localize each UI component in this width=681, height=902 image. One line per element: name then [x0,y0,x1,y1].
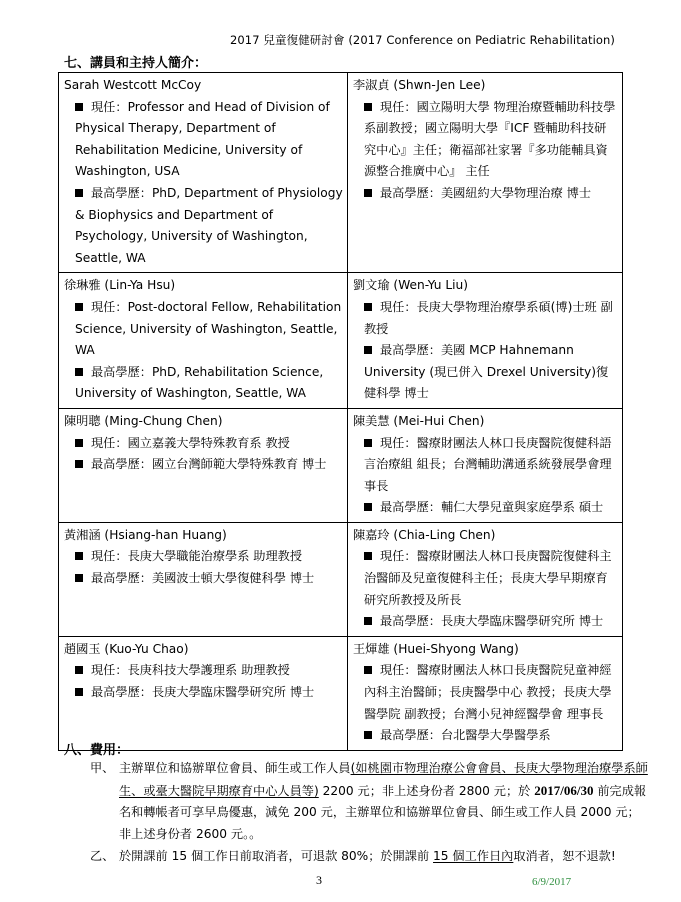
entry-text: 長庚大學臨床醫學研究所 博士 [440,614,604,629]
fee-a-deadline: 2017/06/30 [534,782,594,798]
bullet-icon [75,189,83,197]
entry-text: 國立陽明大學 物理治療暨輔助科技學系副教授；國立陽明大學『ICF 暨輔助科技研究中心』主任；衛福部社家署『多功能輔具資源整合推廣中心』 主任 [364,99,616,179]
fee-b-no-refund-window: 15 個工作日內 [433,849,514,863]
speaker-name: 徐琳雅 (Lin-Ya Hsu) [64,278,176,293]
entry-text: PhD, Rehabilitation Science, University of Washington, Seattle, WA [75,364,324,401]
section7-title: 七、講員和主持人簡介： [64,56,208,71]
entry-label: 最高學歷： [91,185,152,200]
entry-text: 醫療財團法人林口長庚醫院兒童神經內科主治醫師；長庚醫學中心 教授；長庚大學醫學院 副教授；台灣小兒神經醫學會 理事長 [364,663,612,721]
speaker-cell [59,522,348,636]
fee-a-member-text: 主辦單位和協辦單位會員、師生或工作人員 [119,761,351,775]
entry-text: Professor and Head of Division of Physical Therapy, Department of Rehabilitation Medicine, University of Washington, USA [75,99,330,179]
speaker-cell [348,636,623,750]
document-date: 6/9/2017 [532,876,572,888]
fee-a-label: 甲、 [90,761,115,775]
speaker-current-position [64,297,343,362]
entry-label: 最高學歷： [91,571,152,586]
fee-b-no-refund-text: 取消者，恕不退款! [513,849,616,863]
speaker-row [59,273,623,409]
entry-label: 最高學歷： [91,685,152,700]
fee-item-a [90,758,651,845]
bullet-icon [364,189,372,197]
section8-title: 八、費用： [64,743,130,758]
entry-text: 美國波士頓大學復健科學 博士 [151,571,315,586]
speaker-cell [348,522,623,636]
entry-label: 現任： [91,299,128,314]
entry-text: 長庚大學職能治療學系 助理教授 [127,549,303,564]
speaker-name: 李淑貞 (Shwn-Jen Lee) [353,78,486,92]
speaker-cell [59,408,348,522]
entry-text: 長庚大學物理治療學系碩(博)士班 副教授 [364,299,613,336]
document-header: 2017 兒童復健研討會 (2017 Conference on Pediatric Rehabilitation) [229,33,615,47]
bullet-icon [364,552,372,560]
bullet-icon [75,368,83,376]
speaker-cell [348,273,623,409]
bullet-icon [75,666,83,674]
speaker-highest-degree [64,682,343,704]
entry-text: 醫療財團法人林口長庚醫院復健科語言治療組 組長；台灣輔助溝通系統發展學會理事長 [364,435,612,493]
speaker-cell [348,73,623,273]
speaker-current-position [353,297,618,340]
speaker-name: 陳嘉玲 (Chia-Ling Chen) [353,527,496,542]
bullet-icon [364,617,372,625]
speaker-current-position [64,433,343,455]
entry-label: 最高學歷： [380,185,441,200]
speakers-table [58,72,623,751]
speaker-name: Sarah Westcott McCoy [64,78,202,92]
entry-text: 美國 MCP Hahnemann University (現已併入 Drexel University)復健科學 博士 [364,343,609,401]
speaker-row [59,522,623,636]
fee-b-label: 乙、 [90,849,115,863]
entry-text: 長庚科技大學護理系 助理教授 [127,663,290,678]
bullet-icon [75,574,83,582]
bullet-icon [364,103,372,111]
bullet-icon [75,688,83,696]
bullet-icon [364,346,372,354]
entry-label: 現任： [380,99,417,114]
entry-text: Post-doctoral Fellow, Rehabilitation Science, University of Washington, Seattle, WA [75,299,342,358]
entry-text: 長庚大學臨床醫學研究所 博士 [151,685,315,700]
speaker-current-position [64,97,343,183]
speaker-name: 王煇雄 (Huei-Shyong Wang) [353,641,519,656]
speaker-highest-degree [64,568,343,590]
bullet-icon [75,460,83,468]
page-number: 3 [316,873,322,887]
speaker-highest-degree [64,454,343,476]
fee-b-refund-text: 於開課前 15 個工作日前取消者，可退款 80%；於開課前 [119,849,434,863]
speaker-name: 趙國玉 (Kuo-Yu Chao) [64,641,189,656]
bullet-icon [364,666,372,674]
entry-label: 現任： [91,99,128,114]
speaker-row [59,73,623,273]
bullet-icon [75,103,83,111]
bullet-icon [364,303,372,311]
entry-text: 美國紐約大學物理治療 博士 [440,185,592,200]
fee-a-member-examples: (如桃園市物理治療公會會員、長庚大學物理治療學系師生、或臺大醫院早期療育中心人員等) [119,761,648,798]
fee-a-early-bird-text: 前完成報名和轉帳者可享早鳥優惠，減免 200 元，主辦單位和協辦單位會員、師生或工作人員 2000 元；非上述身份者 2600 元。。 [119,783,647,841]
speaker-highest-degree [353,340,618,405]
speaker-cell [59,273,348,409]
speaker-name: 劉文瑜 (Wen-Yu Liu) [353,278,468,293]
speaker-highest-degree [353,725,618,747]
entry-label: 最高學歷： [380,614,441,629]
speaker-name: 陳美慧 (Mei-Hui Chen) [353,413,485,428]
speaker-name: 黃湘涵 (Hsiang-han Huang) [64,527,227,542]
speaker-current-position [353,97,618,183]
entry-text: 國立嘉義大學特殊教育系 教授 [127,435,290,450]
speaker-highest-degree [353,611,618,633]
entry-label: 現任： [380,299,417,314]
speaker-cell [59,636,348,750]
speaker-highest-degree [353,183,618,205]
fee-a-price-text: 2200 元；非上述身份者 2800 元；於 [318,783,535,798]
speaker-cell [59,73,348,273]
entry-label: 現任： [91,549,128,564]
entry-label: 現任： [380,549,417,564]
speaker-highest-degree [353,497,618,519]
bullet-icon [364,503,372,511]
bullet-icon [364,439,372,447]
bullet-icon [75,303,83,311]
entry-label: 最高學歷： [380,728,441,743]
speaker-highest-degree [64,183,343,269]
speaker-highest-degree [64,362,343,405]
entry-label: 最高學歷： [380,500,441,515]
speaker-row [59,408,623,522]
entry-label: 現任： [380,663,417,678]
bullet-icon [364,731,372,739]
entry-text: PhD, Department of Physiology & Biophysics and Department of Psychology, University of Washington, Seattle, WA [75,185,343,265]
entry-label: 最高學歷： [91,364,152,379]
speaker-cell [348,408,623,522]
entry-text: 國立台灣師範大學特殊教育 博士 [151,457,327,472]
entry-label: 現任： [91,663,128,678]
speaker-current-position [353,660,618,725]
speaker-current-position [64,546,343,568]
entry-label: 最高學歷： [91,457,152,472]
fee-item-b [90,846,651,868]
speaker-current-position [353,546,618,611]
bullet-icon [75,439,83,447]
entry-text: 醫療財團法人林口長庚醫院復健科主治醫師及兒童復健科主任；長庚大學早期療育研究所教授及所長 [364,549,612,607]
entry-text: 輔仁大學兒童與家庭學系 碩士 [440,500,604,515]
entry-label: 最高學歷： [380,343,441,358]
entry-text: 台北醫學大學醫學系 [440,728,551,743]
entry-label: 現任： [91,435,128,450]
entry-label: 現任： [380,435,417,450]
speaker-row [59,636,623,750]
speaker-current-position [64,660,343,682]
speaker-name: 陳明聰 (Ming-Chung Chen) [64,413,223,428]
bullet-icon [75,552,83,560]
speaker-current-position [353,433,618,498]
